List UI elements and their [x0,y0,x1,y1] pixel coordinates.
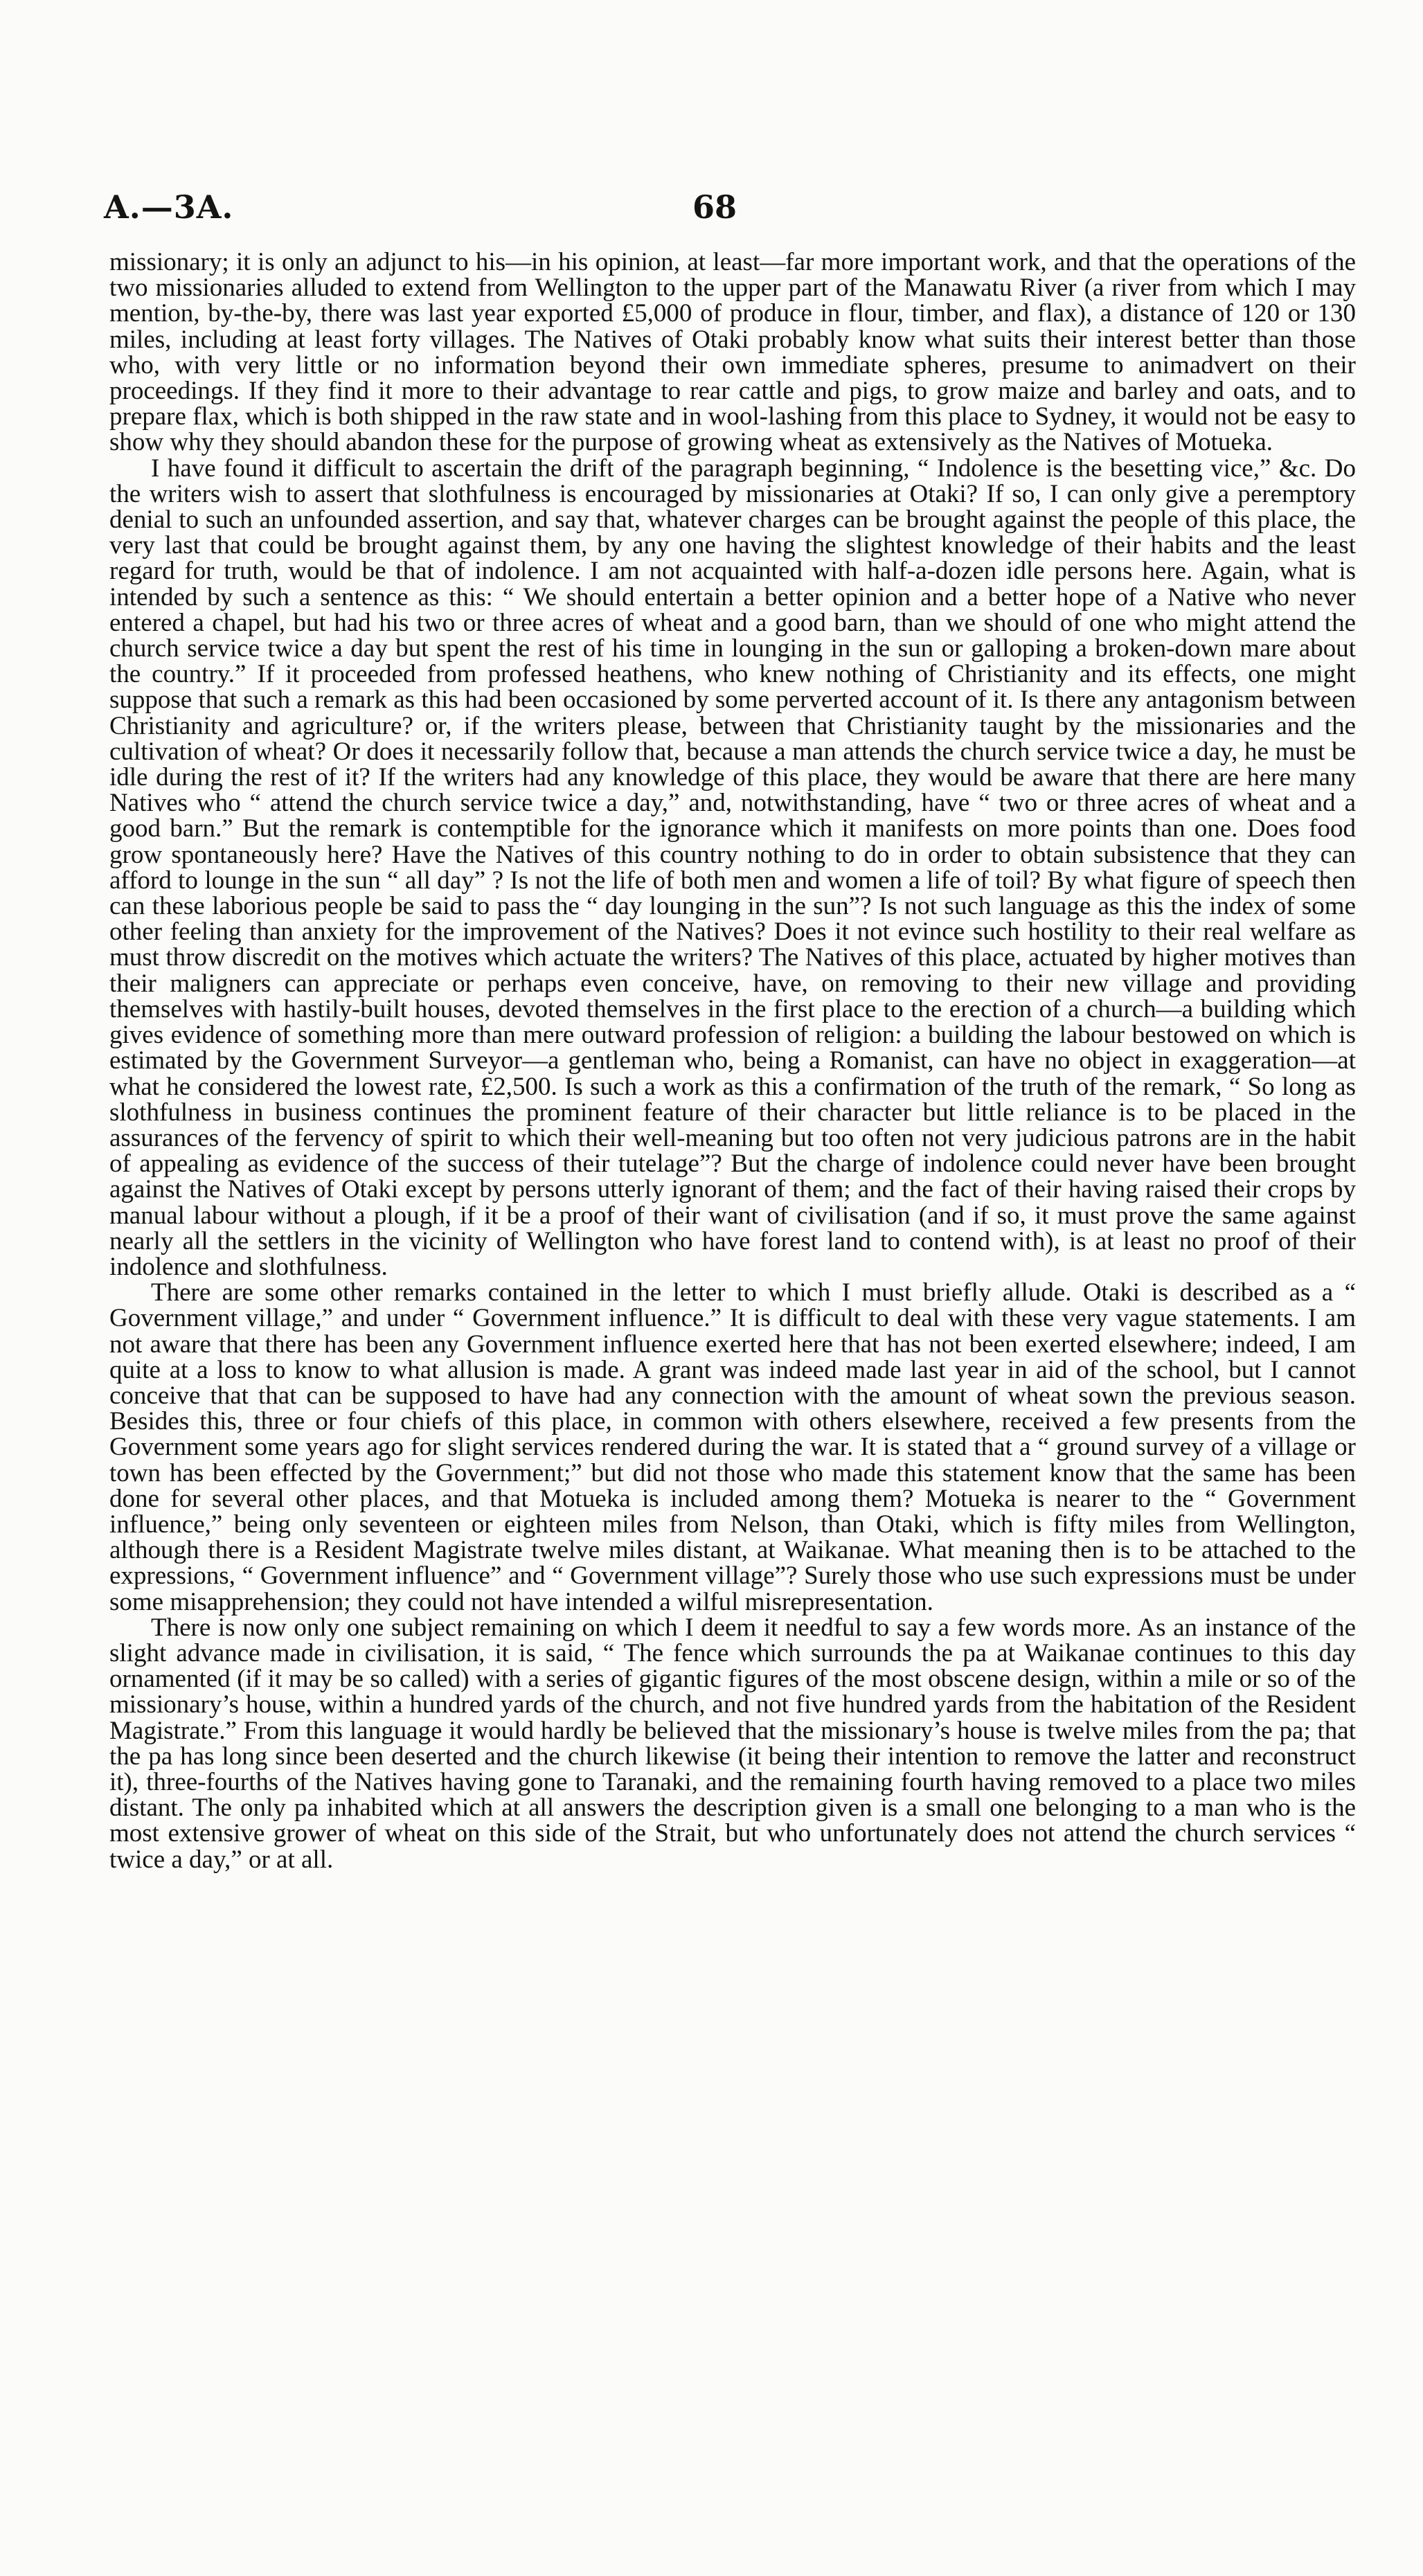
page-number: 68 [692,188,737,226]
paragraph-4: There is now only one subject remaining on which I deem it needful to say a few words more. As an instance of the slight advance made in civilisation, it is said, “ The fence which surrounds the pa at Waikanae continues to this day ornamented (if it may be so called) with a series of gigantic figures of the most obscene design, within a mile or so of the missionary’s house, within a hundred yards of the church, and not five hundred yards from the habitation of the Resident Magistrate.” From this language it would hardly be believed that the missionary’s house is twelve miles from the pa; that the pa has long since been deserted and the church likewise (it being their intention to remove the latter and reconstruct it), three-fourths of the Natives having gone to Taranaki, and the remaining fourth having removed to a place two miles distant. The only pa inhabited which at all answers the description given is a small one belonging to a man who is the most extensive grower of wheat on this side of the Strait, but who unfortunately does not attend the church services “ twice a day,” or at all. [109,1613,1356,1874]
paragraph-3: There are some other remarks contained in the letter to which I must briefly allude. Otaki is described as a “ Government village,” and under “ Government influence.” It is difficult to deal with these very vague statements. I am not aware that there has been any Government influence exerted here that has not been exerted elsewhere; indeed, I am quite at a loss to know to what allusion is made. A grant was indeed made last year in aid of the school, but I cannot conceive that that can be supposed to have had any connection with the amount of wheat sown the previous season. Besides this, three or four chiefs of this place, in common with others elsewhere, received a few presents from the Government some years ago for slight services rendered during the war. It is stated that a “ ground survey of a village or town has been effected by the Government;” but did not those who made this statement know that the same has been done for several other places, and that Motueka is included among them? Motueka is nearer to the “ Government influence,” being only seventeen or eighteen miles from Nelson, than Otaki, which is fifty miles from Wellington, although there is a Resident Magistrate twelve miles distant, at Waikanae. What meaning then is to be attached to the expressions, “ Government influence” and “ Government village”? Surely those who use such expressions must be under some misapprehension; they could not have intended a wilful misrepresentation. [109,1278,1356,1616]
paragraph-2: I have found it difficult to ascertain the drift of the paragraph beginning, “ Indolence is the besetting vice,” &c. Do the writers wish to assert that slothfulness is encouraged by missionaries at Otaki? If so, I can only give a peremptory denial to such an unfounded assertion, and say that, whatever charges can be brought against the people of this place, the very last that could be brought against them, by any one having the slightest knowledge of their habits and the least regard for truth, would be that of indolence. I am not acquainted with half-a-dozen idle persons here. Again, what is intended by such a sentence as this: “ We should entertain a better opinion and a better hope of a Native who never entered a chapel, but had his two or three acres of wheat and a good barn, than we should of one who might attend the church service twice a day but spent the rest of his time in lounging in the sun or galloping a broken-down mare about the country.” If it proceeded from professed heathens, who knew nothing of Christianity and its effects, one might suppose that such a remark as this had been occasioned by some perverted account of it. Is there any antagonism between Christianity and agriculture? or, if the writers please, between that Christianity taught by the missionaries and the cultivation of wheat? Or does it necessarily follow that, because a man attends the church service twice a day, he must be idle during the rest of it? If the writers had any knowledge of this place, they would be aware that there are here many Natives who “ attend the church service twice a day,” and, notwithstanding, have “ two or three acres of wheat and a good barn.” But the remark is contemptible for the ignorance which it manifests on more points than one. Does food grow spontaneously here? Have the Natives of this country nothing to do in order to obtain subsistence that they can afford to lounge in the sun “ all day” ? Is not the life of both men and women a life of toil? By what figure of speech then can these laborious people be said to pass the “ day lounging in the sun”? Is not such language as this the index of some other feeling than anxiety for the improvement of the Natives? Does it not evince such hostility to their real welfare as must throw discredit on the motives which actuate the writers? The Natives of this place, actuated by higher motives than their maligners can appreciate or perhaps even conceive, have, on removing to their new village and providing themselves with hastily-built houses, devoted themselves in the first place to the erection of a church—a building which gives evidence of something more than mere outward profession of religion: a building the labour bestowed on which is estimated by the Government Surveyor—a gentleman who, being a Romanist, can have no object in exaggeration—at what he considered the lowest rate, £2,500. Is such a work as this a confirmation of the truth of the remark, “ So long as slothfulness in business continues the prominent feature of their character but little reliance is to be placed in the assurances of the fervency of spirit to which their well-meaning but too often not very judicious patrons are in the habit of appealing as evidence of the success of their tutelage”? But the charge of indolence could never have been brought against the Natives of Otaki except by persons utterly ignorant of them; and the fact of their having raised their crops by manual labour without a plough, if it be a proof of their want of civilisation (and if so, it must prove the same against nearly all the settlers in the vicinity of Wellington who have forest land to contend with), is at least no proof of their indolence and slothfulness. [109,454,1356,1281]
document-reference: A.—3A. [104,188,234,226]
body-text [109,249,1356,1872]
paragraph-1: missionary; it is only an adjunct to his—in his opinion, at least—far more important work, and that the operations of the two missionaries alluded to extend from Wellington to the upper part of the Manawatu River (a river from which I may mention, by-the-by, there was last year exported £5,000 of produce in flour, timber, and flax), a distance of 120 or 130 miles, including at least forty villages. The Natives of Otaki probably know what suits their interest better than those who, with very little or no information beyond their own immediate spheres, presume to animadvert on their proceedings. If they find it more to their advantage to rear cattle and pigs, to grow maize and barley and oats, and to prepare flax, which is both shipped in the raw state and in wool-lashing from this place to Sydney, it would not be easy to show why they should abandon these for the purpose of growing wheat as extensively as the Natives of Motueka. [109,248,1356,457]
page-header [104,188,1364,230]
